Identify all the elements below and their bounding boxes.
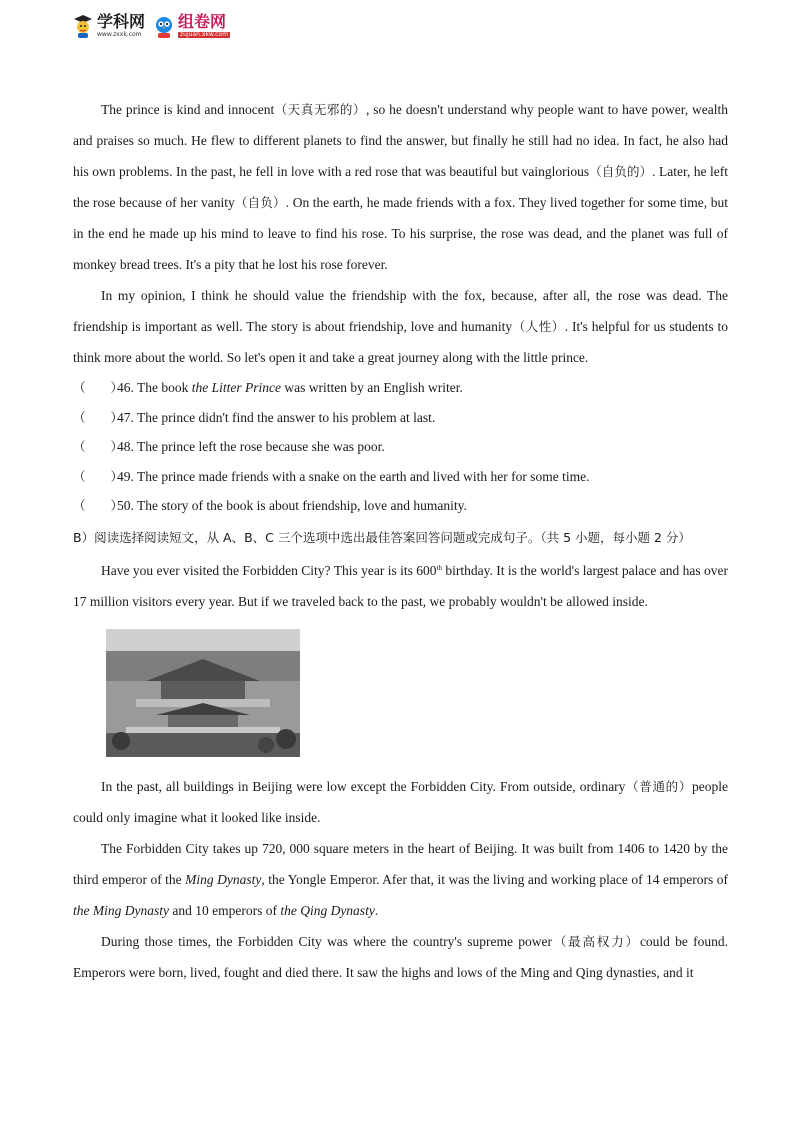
question-46: （ ）46. The book the Litter Prince was written by an English writer. xyxy=(73,373,728,403)
passage-b-paragraph-4: During those times, the Forbidden City was where the country's supreme power（最高权力）could be found. Emperors were born, lived, fought and died there. It saw the highs and lows of the Ming and Qing dynasties, and it xyxy=(73,933,728,980)
question-49: （ ）49. The prince made friends with a snake on the earth and lived with her for some time. xyxy=(73,462,728,492)
passage-b-paragraph-1: Have you ever visited the Forbidden City? This year is its 600th birthday. It is the world's largest palace and has over 17 million visitors every year. But if we traveled back to the past, we probably wouldn't be allowed inside. xyxy=(73,562,728,609)
answer-blank[interactable]: （ ） xyxy=(73,468,124,484)
passage-a-paragraph-2: In my opinion, I think he should value the friendship with the fox, because, after all, the rose was dead. The friendship is important as well. The story is about friendship, love and humanity（人性）. It's helpful for us students to think more about the world. So let's open it and take a great journey along with the little prince. xyxy=(73,288,728,365)
answer-blank[interactable]: （ ） xyxy=(73,409,124,425)
forbidden-city-photo xyxy=(106,629,300,757)
logo-main-text: 学科网 xyxy=(97,12,146,31)
logo-main-text: 组卷网 xyxy=(178,12,227,31)
document-body xyxy=(73,94,728,988)
passage-b-paragraph-2: In the past, all buildings in Beijing were low except the Forbidden City. From outside, ordinary（普通的）people could only imagine what it looked like inside. xyxy=(73,778,728,825)
answer-blank[interactable]: （ ） xyxy=(73,439,124,455)
passage-b-paragraph-3: The Forbidden City takes up 720, 000 square meters in the heart of Beijing. It was built from 1406 to 1420 by the third emperor of the Ming Dynasty, the Yongle Emperor. Afer that, it was the living and working place of 14 emperors of the Ming Dynasty and 10 emperors of the Qing Dynasty. xyxy=(73,840,729,918)
student-mascot-icon xyxy=(72,13,94,39)
section-b-instruction: B）阅读选择阅读短文，从 A、B、C 三个选项中选出最佳答案回答问题或完成句子。（共 5 小题，每小题 2 分） xyxy=(73,529,691,545)
answer-blank[interactable]: （ ） xyxy=(73,498,124,514)
owl-mascot-icon xyxy=(153,13,175,39)
question-48: （ ）48. The prince left the rose because she was poor. xyxy=(73,432,728,462)
true-false-questions xyxy=(73,373,728,521)
passage-a-paragraph-1: The prince is kind and innocent（天真无邪的）, so he doesn't understand why people want to have power, wealth and praises so much. He flew to different planets to find the answer, but finally he still had no idea. In fact, he also had his own problems. In the past, he fell in love with a red rose that was beautiful but vainglorious（自负的）. Later, he left the rose because of her vanity（自负）. On the earth, he made friends with a fox. They lived together for some time, but in the end he made up his mind to leave to find his rose. To his surprise, the rose was dead, and the planet was full of monkey bread trees. It's a pity that he lost his rose forever. xyxy=(73,102,728,272)
question-50: （ ）50. The story of the book is about friendship, love and humanity. xyxy=(73,491,728,521)
page-header xyxy=(72,10,230,42)
question-47: （ ）47. The prince didn't find the answer to his problem at last. xyxy=(73,403,728,433)
zujuanwang-logo xyxy=(153,13,230,39)
logo-url-text: zujuan.xkw.com xyxy=(180,31,228,38)
xuekewang-logo xyxy=(72,13,145,39)
answer-blank[interactable]: （ ） xyxy=(73,380,124,395)
logo-url-text: www.zxxk.com xyxy=(97,31,142,38)
